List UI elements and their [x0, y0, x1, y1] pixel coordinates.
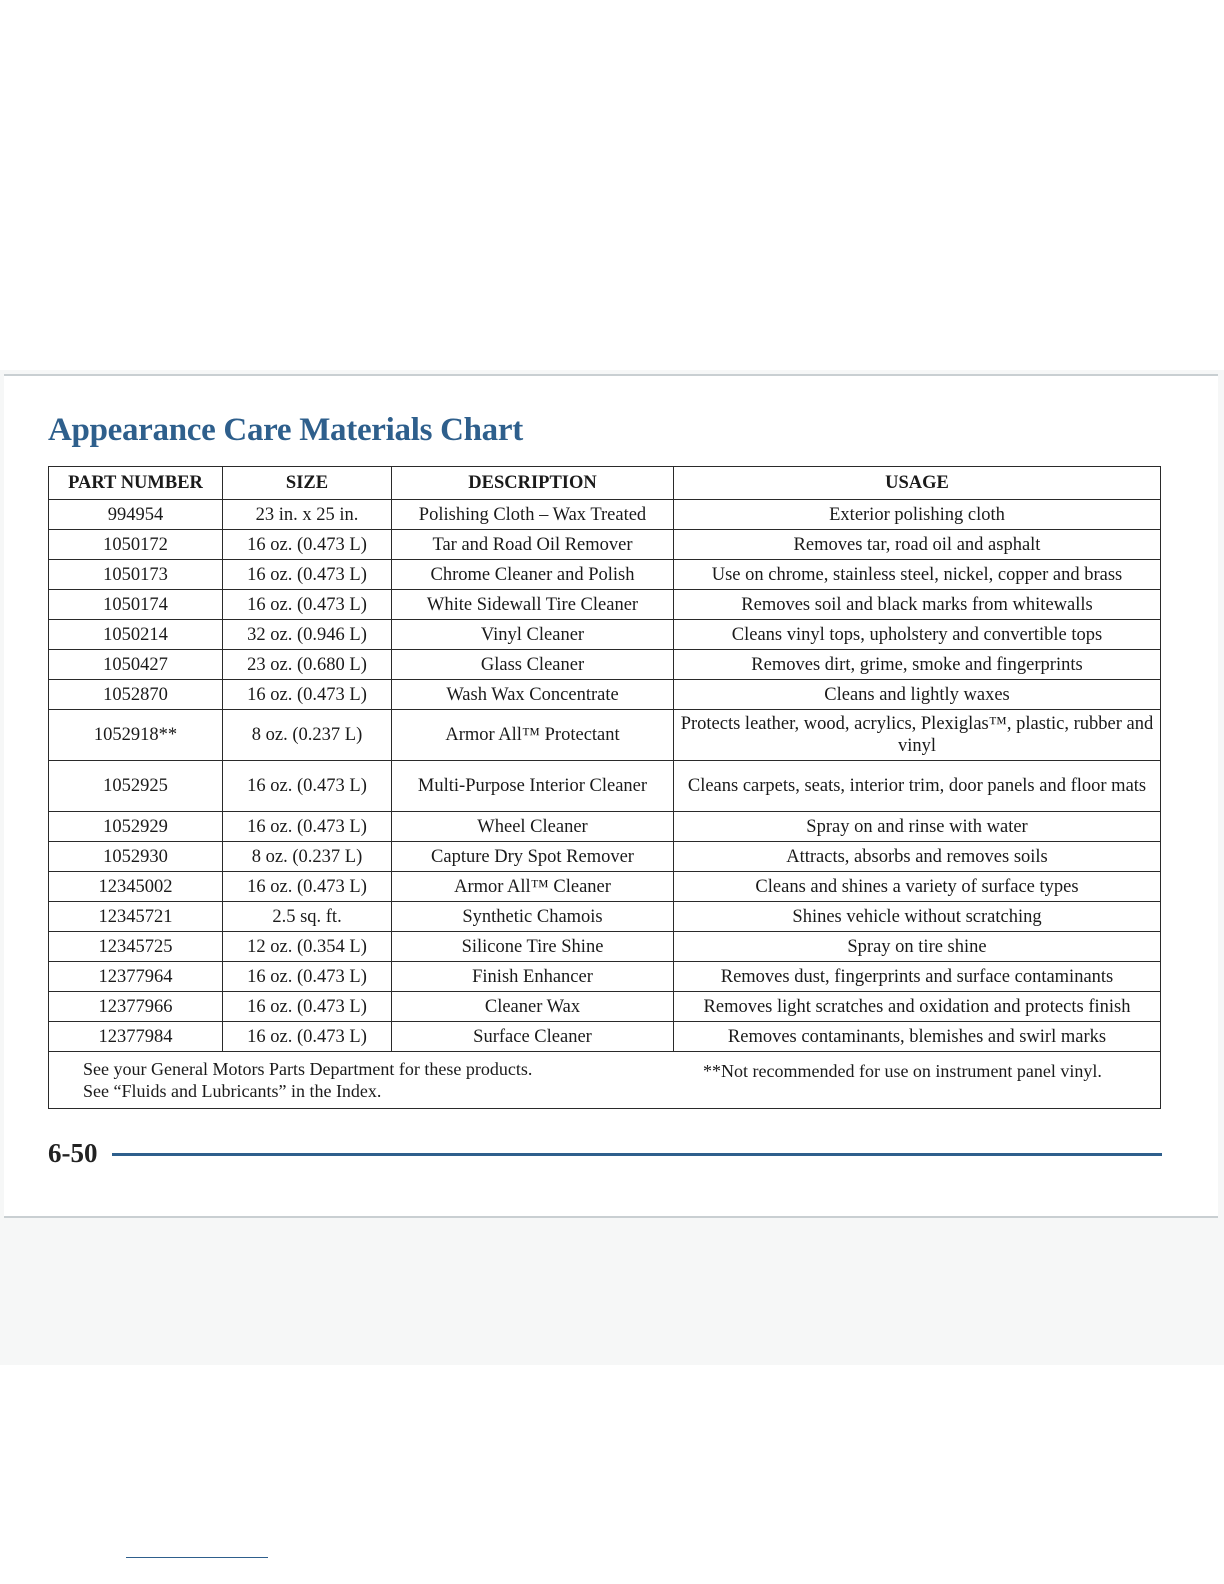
- size-cell: 23 oz. (0.680 L): [223, 650, 392, 680]
- page-title: Appearance Care Materials Chart: [48, 412, 523, 448]
- footnote-not-recommended: **Not recommended for use on instrument panel vinyl.: [703, 1061, 1102, 1081]
- size-cell: 8 oz. (0.237 L): [223, 842, 392, 872]
- description-cell: White Sidewall Tire Cleaner: [392, 590, 674, 620]
- usage-cell: Spray on tire shine: [674, 932, 1161, 962]
- part-number-cell: 1052870: [49, 680, 223, 710]
- description-cell: Cleaner Wax: [392, 992, 674, 1022]
- description-cell: Multi-Purpose Interior Cleaner: [392, 761, 674, 812]
- usage-cell: Cleans and shines a variety of surface types: [674, 872, 1161, 902]
- usage-cell: Exterior polishing cloth: [674, 500, 1161, 530]
- table-row: [49, 962, 1161, 992]
- size-cell: 16 oz. (0.473 L): [223, 680, 392, 710]
- size-cell: 16 oz. (0.473 L): [223, 560, 392, 590]
- description-cell: Armor All™ Cleaner: [392, 872, 674, 902]
- description-cell: Silicone Tire Shine: [392, 932, 674, 962]
- table-row: [49, 590, 1161, 620]
- table-row: [49, 812, 1161, 842]
- footnote-wrapper: [83, 1058, 1152, 1102]
- usage-cell: Removes contaminants, blemishes and swirl marks: [674, 1022, 1161, 1052]
- part-number-cell: 12345002: [49, 872, 223, 902]
- description-cell: Chrome Cleaner and Polish: [392, 560, 674, 590]
- part-number-cell: 12345725: [49, 932, 223, 962]
- part-number-cell: 1050173: [49, 560, 223, 590]
- table-row: [49, 902, 1161, 932]
- table-row: [49, 872, 1161, 902]
- size-cell: 16 oz. (0.473 L): [223, 992, 392, 1022]
- description-cell: Tar and Road Oil Remover: [392, 530, 674, 560]
- description-cell: Wheel Cleaner: [392, 812, 674, 842]
- usage-cell: Cleans and lightly waxes: [674, 680, 1161, 710]
- table-row: [49, 932, 1161, 962]
- size-cell: 16 oz. (0.473 L): [223, 530, 392, 560]
- part-number-cell: 12377966: [49, 992, 223, 1022]
- part-number-cell: 1050427: [49, 650, 223, 680]
- usage-cell: Spray on and rinse with water: [674, 812, 1161, 842]
- table-row: [49, 710, 1161, 761]
- description-cell: Synthetic Chamois: [392, 902, 674, 932]
- description-cell: Finish Enhancer: [392, 962, 674, 992]
- part-number-cell: 1052918**: [49, 710, 223, 761]
- size-cell: 8 oz. (0.237 L): [223, 710, 392, 761]
- usage-cell: Protects leather, wood, acrylics, Plexiglas™, plastic, rubber and vinyl: [674, 710, 1161, 761]
- size-cell: 23 in. x 25 in.: [223, 500, 392, 530]
- usage-cell: Removes light scratches and oxidation and protects finish: [674, 992, 1161, 1022]
- page-footer-rule: [112, 1153, 1162, 1156]
- description-cell: Wash Wax Concentrate: [392, 680, 674, 710]
- table-footnote-cell: [49, 1052, 1161, 1109]
- part-number-cell: 12345721: [49, 902, 223, 932]
- header-size: SIZE: [223, 467, 392, 500]
- description-cell: Vinyl Cleaner: [392, 620, 674, 650]
- table-row: [49, 530, 1161, 560]
- table-row: [49, 761, 1161, 812]
- table-header-row: [49, 467, 1161, 500]
- table-row: [49, 680, 1161, 710]
- table-row: [49, 842, 1161, 872]
- description-cell: Glass Cleaner: [392, 650, 674, 680]
- part-number-cell: 1052929: [49, 812, 223, 842]
- usage-cell: Attracts, absorbs and removes soils: [674, 842, 1161, 872]
- usage-cell: Removes tar, road oil and asphalt: [674, 530, 1161, 560]
- table-row: [49, 992, 1161, 1022]
- table-row: [49, 500, 1161, 530]
- footnote-parts-department: See your General Motors Parts Department for these products.: [83, 1059, 533, 1079]
- description-cell: Armor All™ Protectant: [392, 710, 674, 761]
- page-number: 6-50: [48, 1138, 98, 1168]
- part-number-cell: 12377964: [49, 962, 223, 992]
- table-row: [49, 620, 1161, 650]
- table-row: [49, 560, 1161, 590]
- size-cell: 16 oz. (0.473 L): [223, 812, 392, 842]
- description-cell: Surface Cleaner: [392, 1022, 674, 1052]
- bottom-rule-mark: [126, 1557, 268, 1558]
- header-part-number: PART NUMBER: [49, 467, 223, 500]
- size-cell: 2.5 sq. ft.: [223, 902, 392, 932]
- size-cell: 16 oz. (0.473 L): [223, 761, 392, 812]
- table-row: [49, 650, 1161, 680]
- usage-cell: Cleans vinyl tops, upholstery and convertible tops: [674, 620, 1161, 650]
- size-cell: 16 oz. (0.473 L): [223, 962, 392, 992]
- description-cell: Capture Dry Spot Remover: [392, 842, 674, 872]
- part-number-cell: 12377984: [49, 1022, 223, 1052]
- part-number-cell: 1050174: [49, 590, 223, 620]
- size-cell: 32 oz. (0.946 L): [223, 620, 392, 650]
- size-cell: 16 oz. (0.473 L): [223, 872, 392, 902]
- part-number-cell: 1050214: [49, 620, 223, 650]
- header-description: DESCRIPTION: [392, 467, 674, 500]
- part-number-cell: 1050172: [49, 530, 223, 560]
- usage-cell: Cleans carpets, seats, interior trim, door panels and floor mats: [674, 761, 1161, 812]
- size-cell: 12 oz. (0.354 L): [223, 932, 392, 962]
- usage-cell: Removes dust, fingerprints and surface contaminants: [674, 962, 1161, 992]
- header-usage: USAGE: [674, 467, 1161, 500]
- materials-table: [48, 466, 1161, 1109]
- table-row: [49, 1022, 1161, 1052]
- description-cell: Polishing Cloth – Wax Treated: [392, 500, 674, 530]
- table-footnote-row: [49, 1052, 1161, 1109]
- usage-cell: Shines vehicle without scratching: [674, 902, 1161, 932]
- size-cell: 16 oz. (0.473 L): [223, 1022, 392, 1052]
- part-number-cell: 1052925: [49, 761, 223, 812]
- footnote-fluids-index: See “Fluids and Lubricants” in the Index.: [83, 1081, 382, 1101]
- size-cell: 16 oz. (0.473 L): [223, 590, 392, 620]
- part-number-cell: 994954: [49, 500, 223, 530]
- usage-cell: Removes dirt, grime, smoke and fingerprints: [674, 650, 1161, 680]
- part-number-cell: 1052930: [49, 842, 223, 872]
- usage-cell: Use on chrome, stainless steel, nickel, copper and brass: [674, 560, 1161, 590]
- usage-cell: Removes soil and black marks from whitewalls: [674, 590, 1161, 620]
